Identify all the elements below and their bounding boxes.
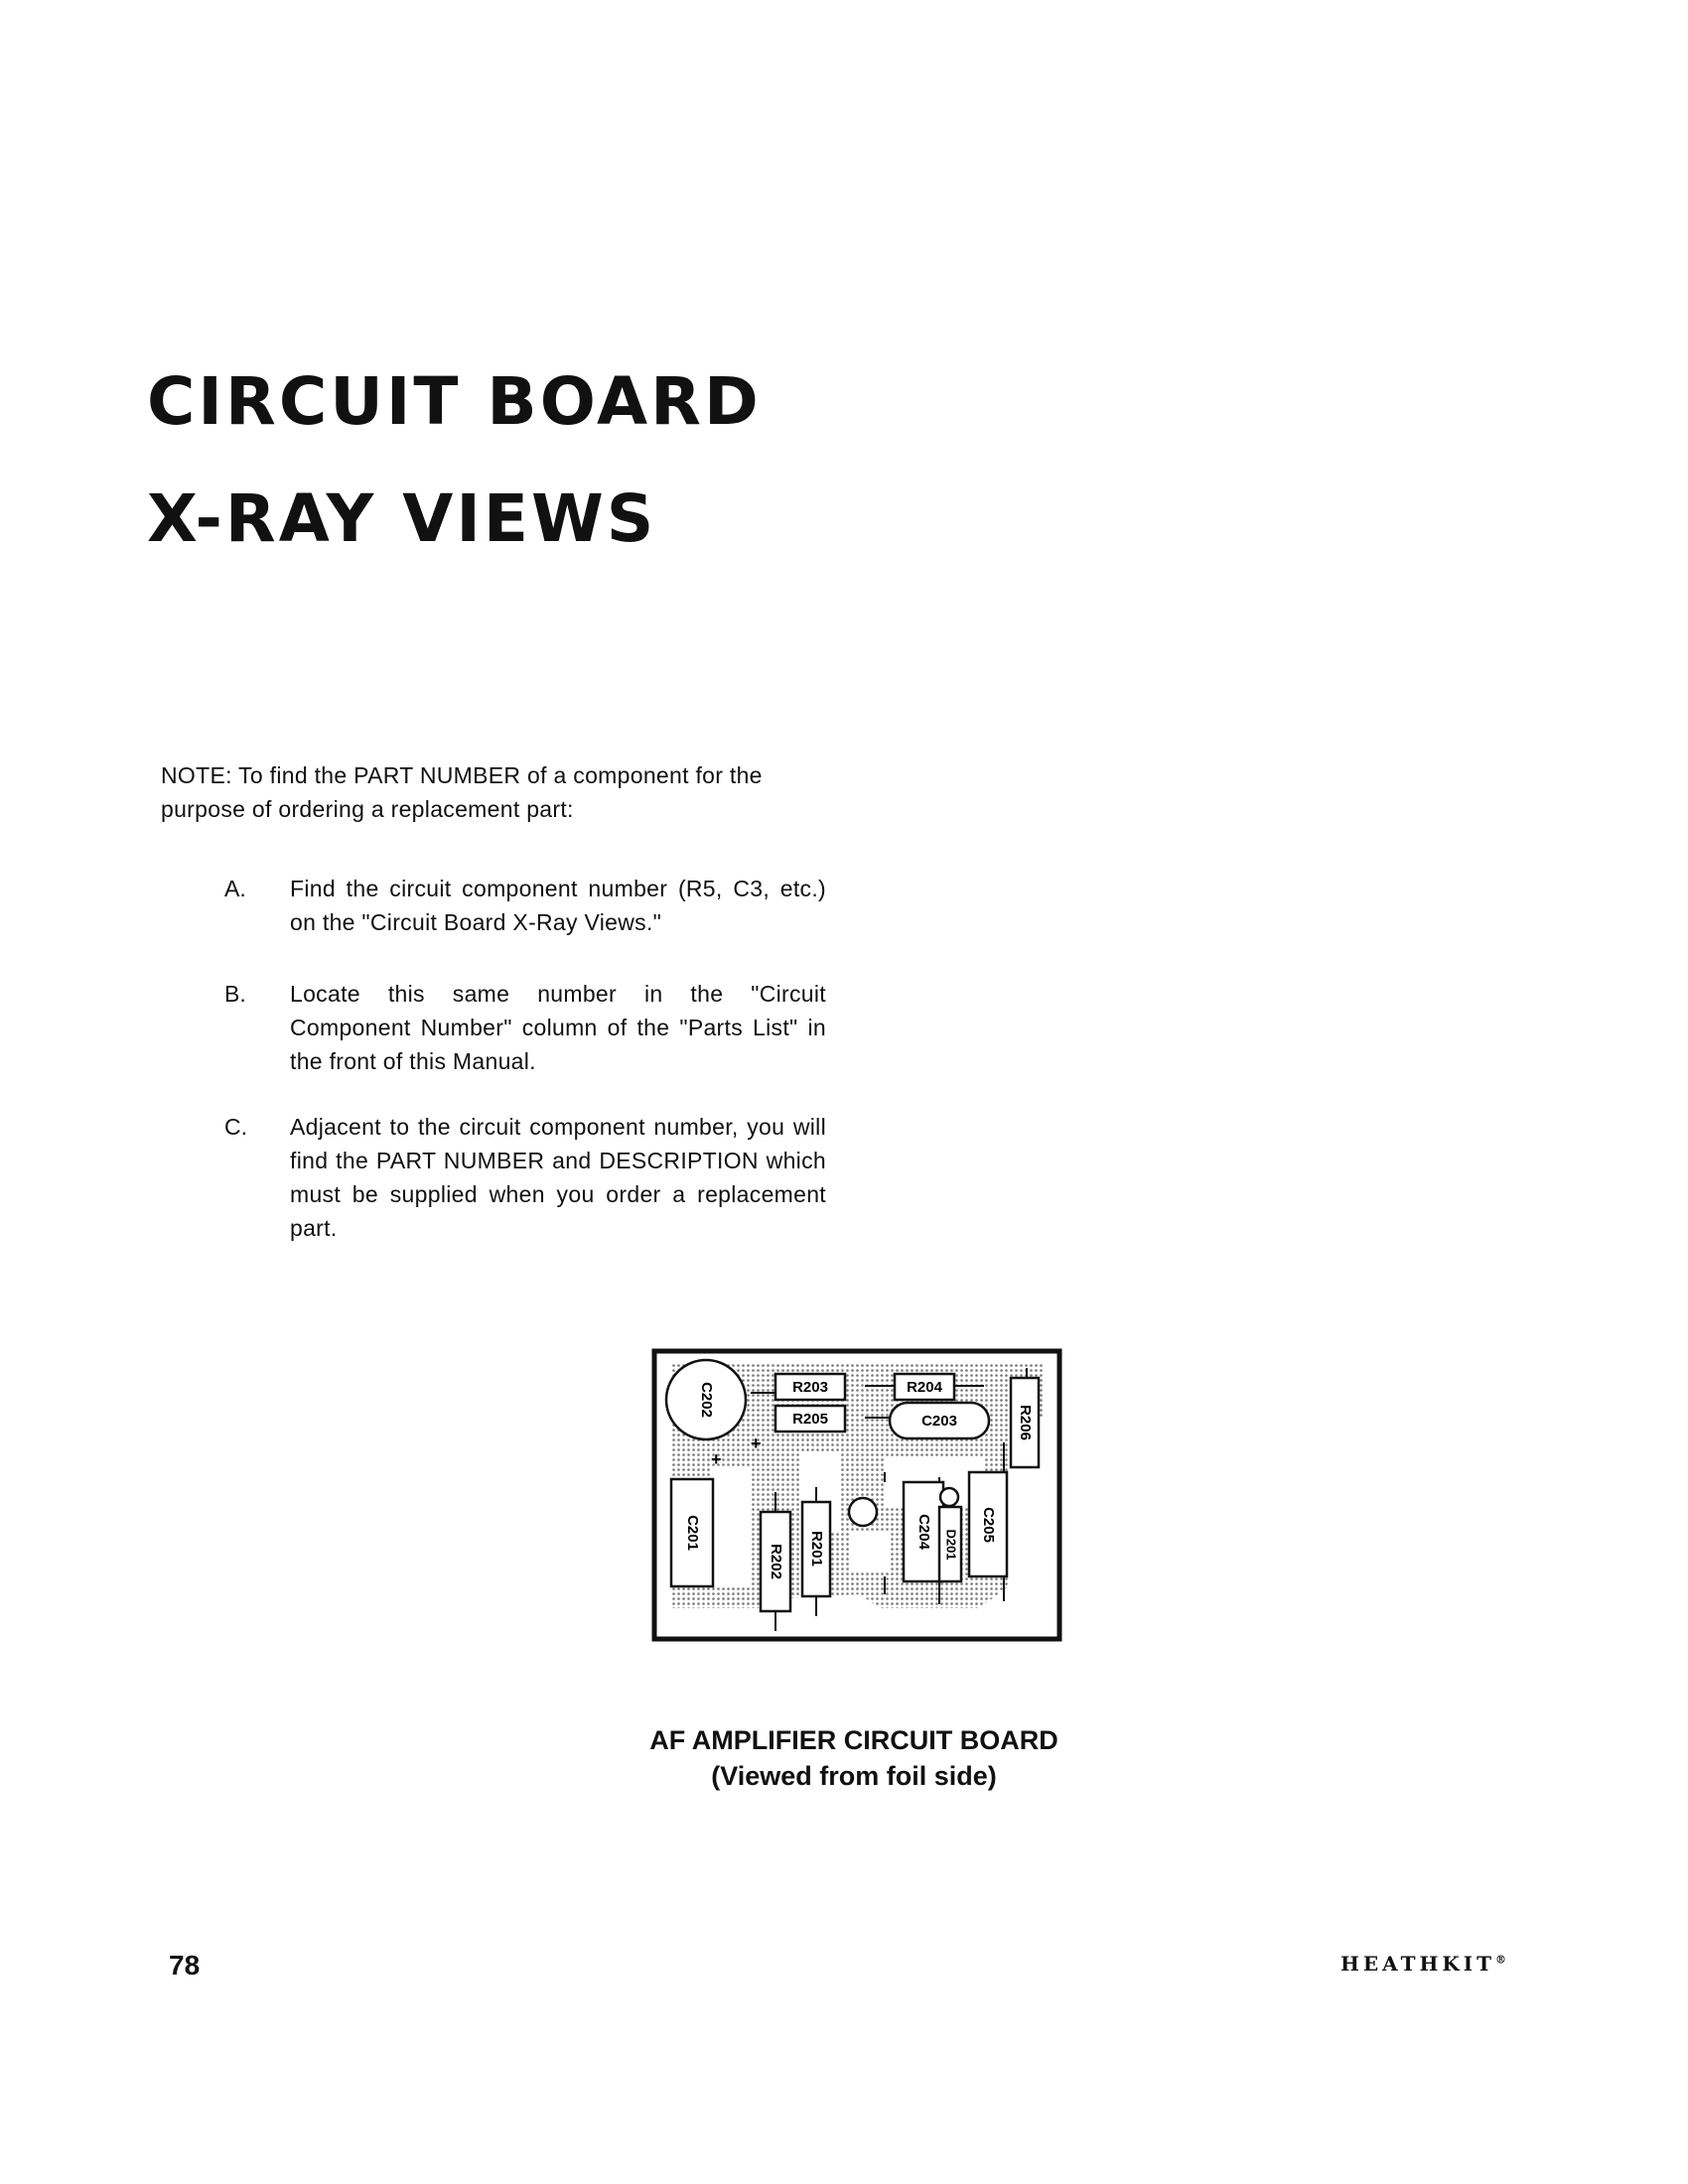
label-r201: R201	[808, 1531, 826, 1567]
brand-name: HEATHKIT	[1340, 1952, 1495, 1976]
label-d201: D201	[943, 1529, 959, 1561]
label-c202: C202	[698, 1382, 716, 1418]
label-c204: C204	[915, 1514, 933, 1550]
label-c205: C205	[980, 1507, 998, 1543]
label-r206: R206	[1017, 1405, 1035, 1440]
label-r204: R204	[907, 1378, 942, 1396]
list-item-letter: A.	[224, 876, 246, 901]
list-item-text: Find the circuit component number (R5, C3, etc.) on the "Circuit Board X-Ray Views."	[290, 876, 826, 935]
mounting-hole	[849, 1498, 877, 1526]
label-r202: R202	[768, 1544, 785, 1579]
page-title-line-1: CIRCUIT BOARD	[147, 363, 762, 440]
label-c203: C203	[921, 1412, 957, 1430]
polarity-mark: +	[711, 1449, 722, 1469]
label-r203: R203	[792, 1378, 828, 1396]
label-r205: R205	[792, 1410, 828, 1428]
list-item-letter: B.	[224, 981, 246, 1007]
caption-title: AF AMPLIFIER CIRCUIT BOARD	[649, 1725, 1058, 1755]
note-paragraph: NOTE: To find the PART NUMBER of a component for the purpose of ordering a replacement part:	[161, 762, 763, 822]
caption-subtitle: (Viewed from foil side)	[711, 1761, 997, 1791]
figure-caption	[556, 1722, 1152, 1794]
list-item-text: Adjacent to the circuit component number, you will find the PART NUMBER and DESCRIPTION which must be supplied when you order a replacement part.	[290, 1114, 826, 1241]
page-number: 78	[169, 1950, 201, 1980]
diode-d201-body	[940, 1488, 958, 1506]
registered-mark: ®	[1494, 1953, 1506, 1967]
page-title-line-2: X-RAY VIEWS	[147, 480, 657, 557]
list-item-letter: C.	[224, 1114, 247, 1140]
label-c201: C201	[684, 1515, 702, 1551]
list-item-text: Locate this same number in the "Circuit Component Number" column of the "Parts List" in the front of this Manual.	[290, 981, 826, 1074]
polarity-mark: +	[751, 1433, 762, 1453]
brand-logo	[1340, 1952, 1506, 1976]
circuit-board-diagram	[651, 1348, 1062, 1642]
